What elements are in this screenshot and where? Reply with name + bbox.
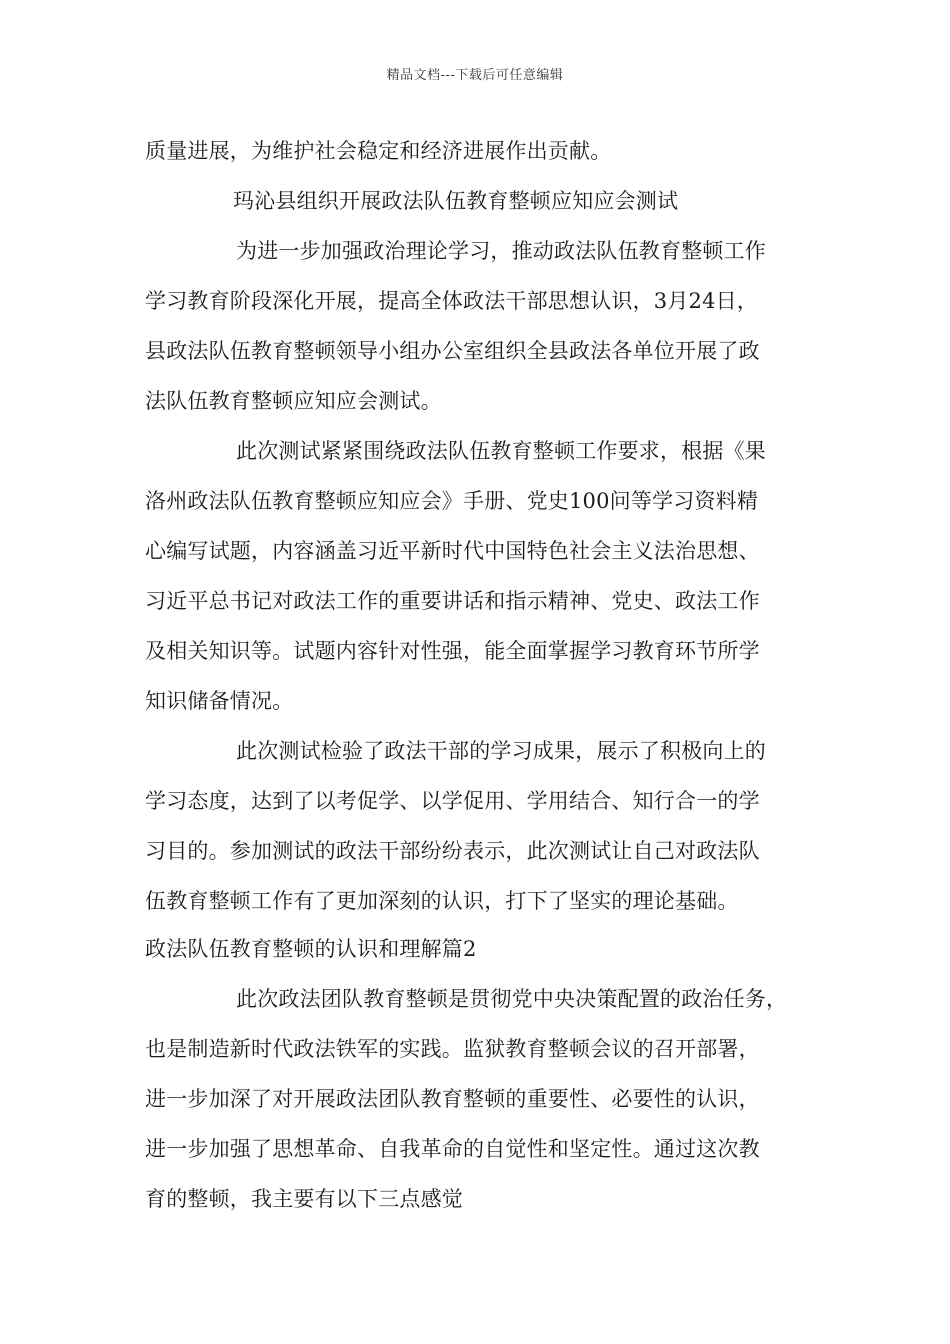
text-line: 质量进展，为维护社会稳定和经济进展作出贡献。 — [145, 139, 612, 163]
page-header: 精品文档---下载后可任意编辑 — [386, 68, 564, 83]
text-line: 此次测试检验了政法干部的学习成果，展示了积极向上的 — [236, 739, 766, 763]
text-line: 知识储备情况。 — [145, 689, 294, 713]
text-line: 进一步加强了思想革命、自我革命的自觉性和坚定性。通过这次教 — [145, 1137, 760, 1161]
text-line: 伍教育整顿工作有了更加深刻的认识，打下了坚实的理论基础。 — [145, 889, 739, 913]
text-line: 玛沁县组织开展政法队伍教育整顿应知应会测试 — [233, 189, 679, 213]
text-line: 育的整顿，我主要有以下三点感觉 — [145, 1187, 463, 1211]
text-line: 也是制造新时代政法铁军的实践。监狱教育整顿会议的召开部署， — [145, 1037, 760, 1061]
text-line: 洛州政法队伍教育整顿应知应会》手册、党史100问等学习资料精 — [145, 489, 759, 513]
text-line: 法队伍教育整顿应知应会测试。 — [145, 389, 442, 413]
text-line: 学习态度，达到了以考促学、以学促用、学用结合、知行合一的学 — [145, 789, 760, 813]
text-line: 及相关知识等。试题内容针对性强，能全面掌握学习教育环节所学 — [145, 639, 760, 663]
text-line: 政法队伍教育整顿的认识和理解篇2 — [145, 937, 477, 961]
text-line: 此次政法团队教育整顿是贯彻党中央决策配置的政治任务， — [236, 987, 788, 1011]
text-line: 学习教育阶段深化开展，提高全体政法干部思想认识，3月24日， — [145, 289, 759, 313]
text-line: 习近平总书记对政法工作的重要讲话和指示精神、党史、政法工作 — [145, 589, 760, 613]
text-line: 习目的。参加测试的政法干部纷纷表示，此次测试让自己对政法队 — [145, 839, 760, 863]
text-line: 心编写试题，内容涵盖习近平新时代中国特色社会主义法治思想、 — [145, 539, 760, 563]
text-line: 县政法队伍教育整顿领导小组办公室组织全县政法各单位开展了政 — [145, 339, 760, 363]
text-line: 此次测试紧紧围绕政法队伍教育整顿工作要求，根据《果 — [236, 439, 766, 463]
text-line: 进一步加深了对开展政法团队教育整顿的重要性、必要性的认识， — [145, 1087, 760, 1111]
text-line: 为进一步加强政治理论学习，推动政法队伍教育整顿工作 — [236, 239, 766, 263]
